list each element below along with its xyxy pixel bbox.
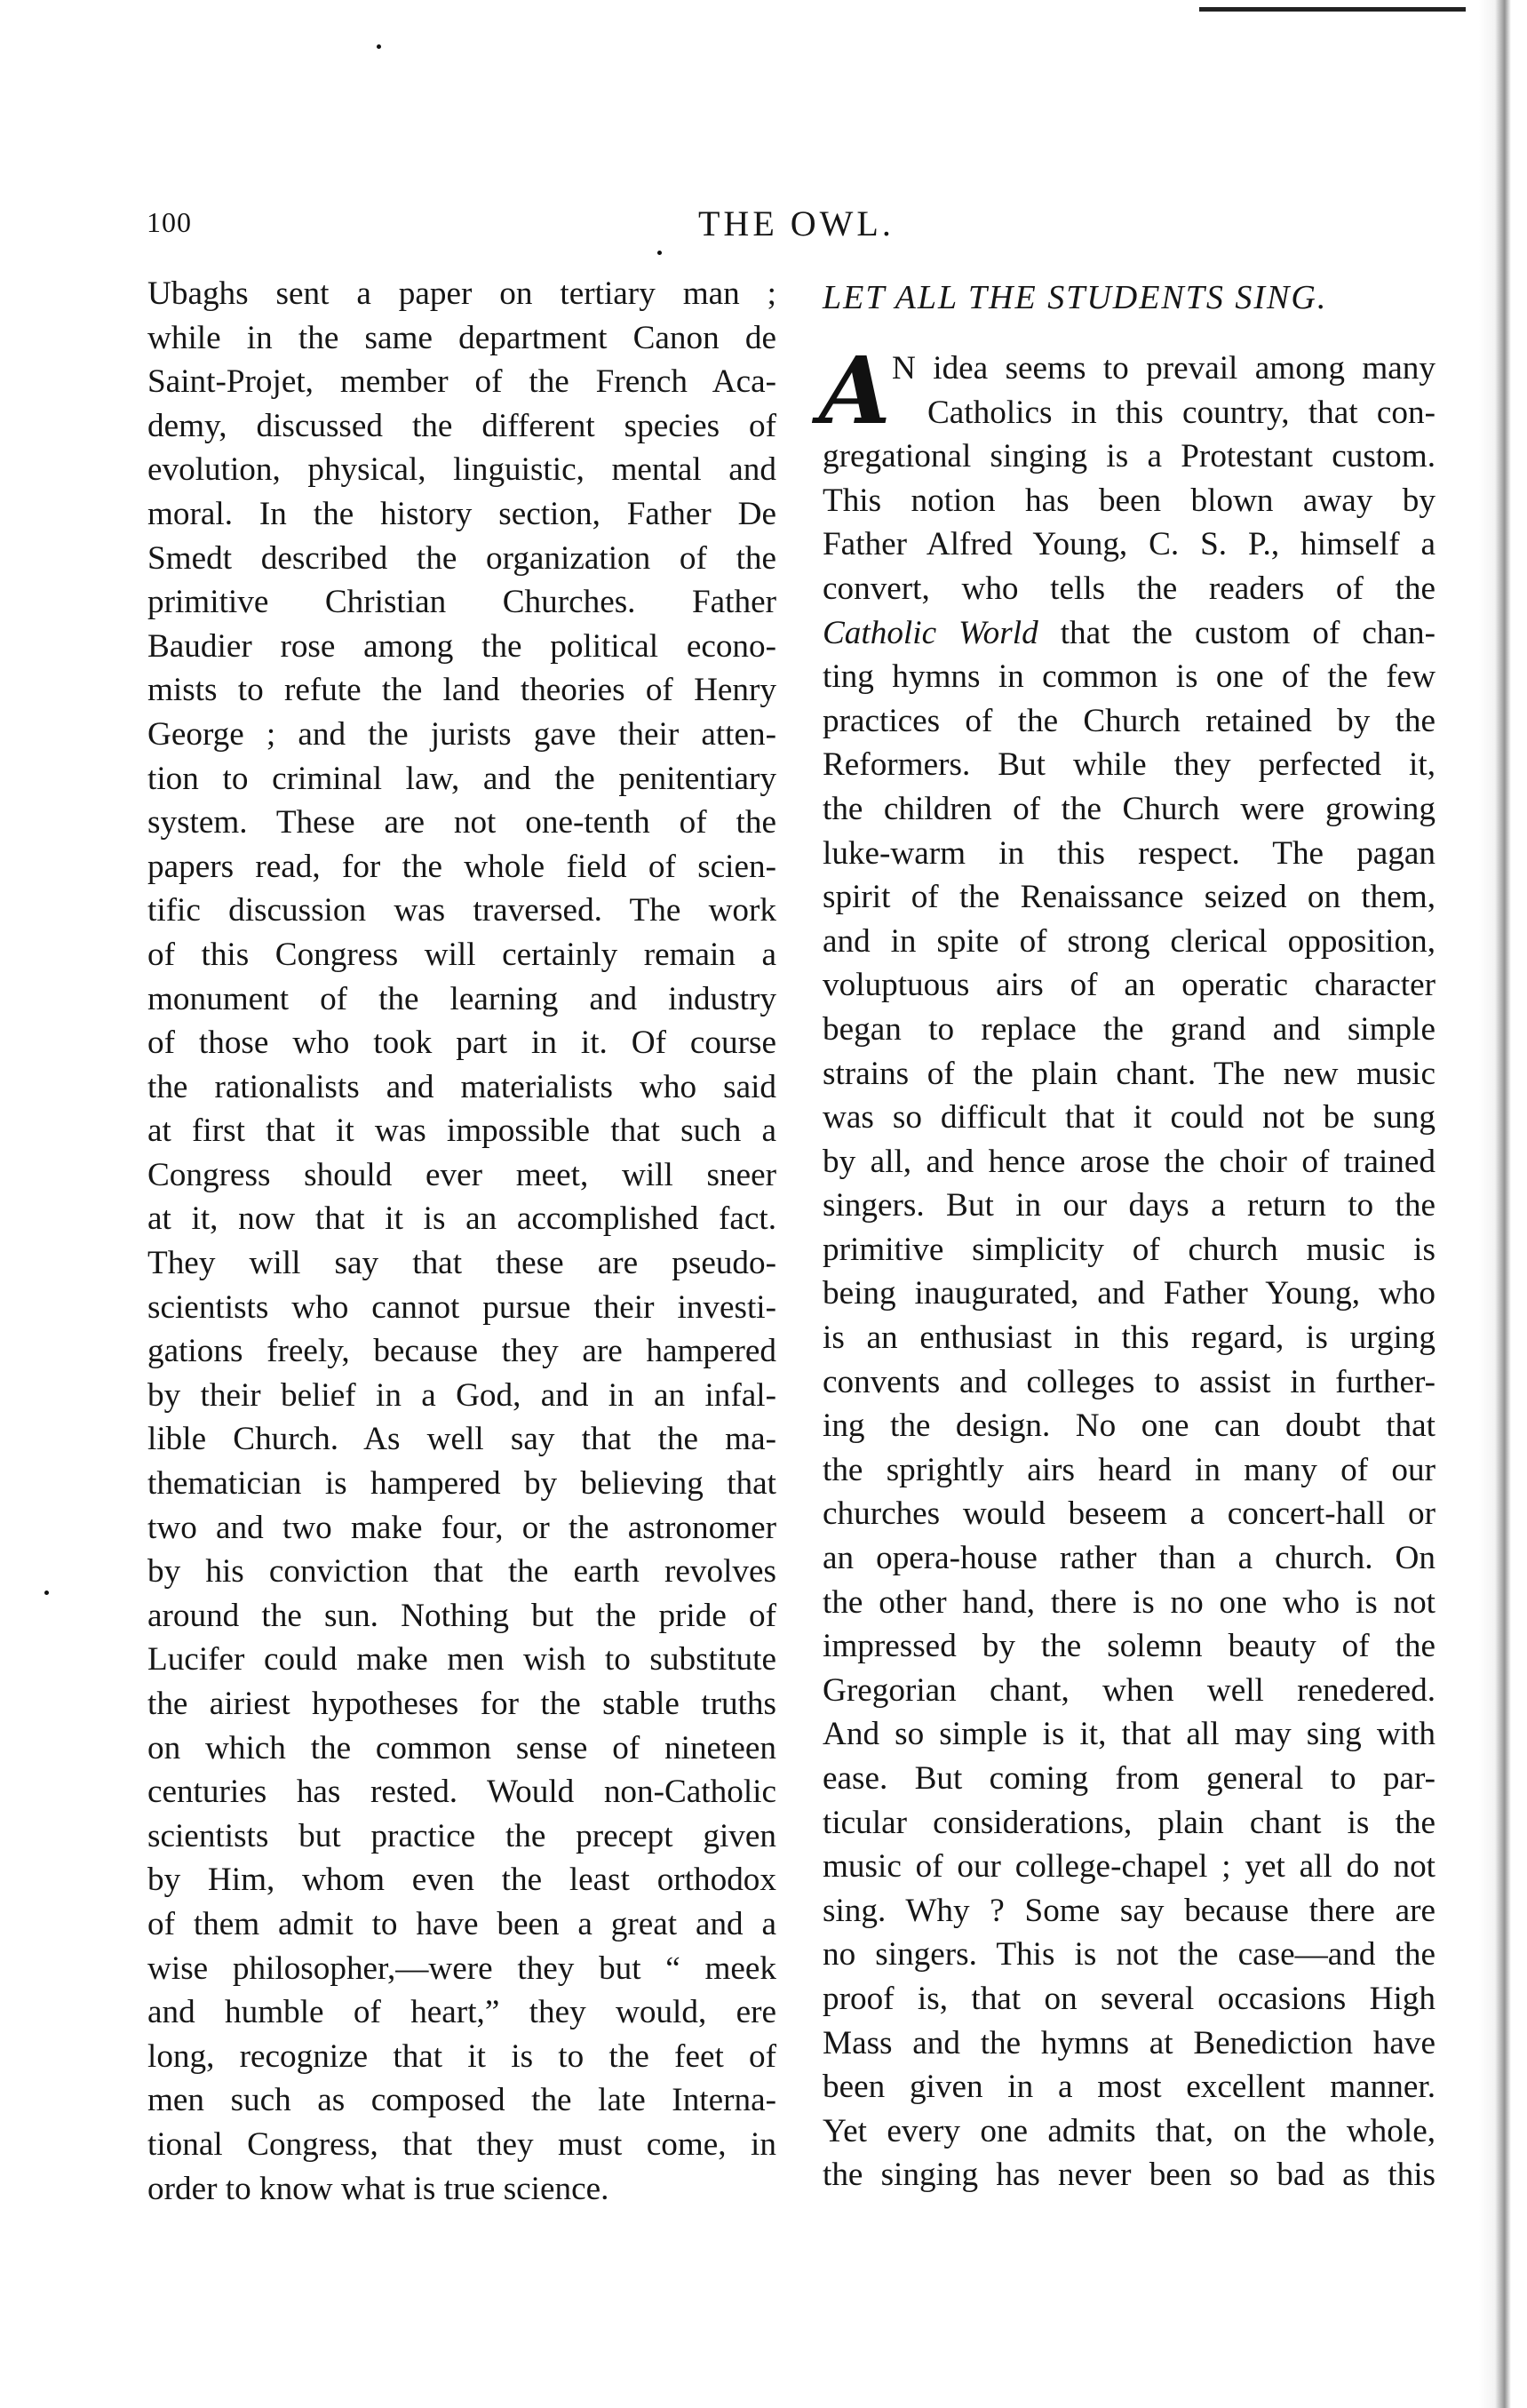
running-title: THE OWL. — [698, 203, 895, 243]
page-header — [0, 203, 1527, 256]
text-line: tional Congress, that they must come, in — [147, 2125, 776, 2163]
page-number: 100 — [147, 206, 192, 238]
text-line: This notion has been blown away by — [823, 482, 1436, 519]
text-line: strains of the plain chant. The new music — [823, 1055, 1436, 1092]
text-line: around the sun. Nothing but the pride of — [147, 1597, 776, 1634]
text-line: no singers. This is not the case—and the — [823, 1936, 1436, 1973]
page-edge-shadow — [1447, 0, 1527, 2408]
text-line: Gregorian chant, when well renedered. — [823, 1671, 1436, 1709]
text-line: centuries has rested. Would non-Catholic — [147, 1774, 776, 1811]
text-line: by their belief in a God, and in an infal- — [147, 1376, 776, 1414]
text-line: of them admit to have been a great and a — [147, 1905, 776, 1942]
article-title: LET ALL THE STUDENTS SING. — [823, 279, 1328, 316]
print-speck — [44, 1591, 49, 1595]
text-line: gations freely, because they are hampered — [147, 1333, 776, 1370]
text-line: two and two make four, or the astronomer — [147, 1509, 776, 1546]
text-line: the airiest hypotheses for the stable truths — [147, 1686, 776, 1722]
text-line: spirit of the Renaissance seized on them, — [823, 879, 1436, 916]
text-line: Catholics in this country, that con- — [927, 394, 1436, 431]
text-line: primitive simplicity of church music is — [823, 1231, 1436, 1268]
text-line: And so simple is it, that all may sing with — [823, 1716, 1436, 1753]
left-column — [147, 272, 776, 2211]
text-line: practices of the Church retained by the — [823, 702, 1436, 739]
text-line: tific discussion was traversed. The work — [147, 892, 776, 929]
text-line: ing the design. No one can doubt that — [823, 1407, 1436, 1445]
text-line: scientists but practice the precept given — [147, 1817, 776, 1854]
text-line: Lucifer could make men wish to substitute — [147, 1641, 776, 1678]
right-column — [819, 275, 1436, 2197]
text-line: is an enthusiast in this regard, is urging — [823, 1320, 1436, 1357]
text-line: N idea seems to prevail among many — [892, 350, 1436, 387]
text-line: being inaugurated, and Father Young, who — [823, 1275, 1436, 1312]
text-line: the other hand, there is no one who is not — [823, 1583, 1436, 1621]
text-line: the rationalists and materialists who said — [147, 1068, 776, 1105]
text-line: of this Congress will certainly remain a — [147, 936, 776, 973]
text-line: demy, discussed the different species of — [147, 407, 776, 444]
text-line: proof is, that on several occasions High — [823, 1980, 1436, 2017]
text-line: tion to criminal law, and the penitentiary — [147, 760, 776, 797]
text-line: on which the common sense of nineteen — [147, 1729, 776, 1766]
text-line: singers. But in our days a return to the — [823, 1187, 1436, 1224]
text-line: began to replace the grand and simple — [823, 1010, 1436, 1048]
text-line: system. These are not one-tenth of the — [147, 804, 776, 841]
text-line: moral. In the history section, Father De — [147, 495, 776, 532]
text-line: been given in a most excellent manner. — [823, 2069, 1436, 2106]
text-line: the singing has never been so bad as this — [823, 2157, 1436, 2194]
text-line: mists to refute the land theories of Henry — [147, 672, 776, 709]
opening-paragraph — [819, 336, 1436, 445]
text-line: sing. Why ? Some say because there are — [823, 1892, 1436, 1929]
text-line: convents and colleges to assist in further- — [823, 1363, 1436, 1400]
text-line: Saint-Projet, member of the French Aca- — [147, 363, 776, 401]
text-line: of those who took part in it. Of course — [147, 1025, 776, 1062]
text-line: evolution, physical, linguistic, mental and — [147, 451, 776, 489]
text-line: order to know what is true science. — [147, 2170, 609, 2207]
text-line: Father Alfred Young, C. S. P., himself a — [823, 526, 1436, 563]
text-line: long, recognize that it is to the feet of — [147, 2037, 776, 2075]
text-line: impressed by the solemn beauty of the — [823, 1628, 1436, 1665]
text-line: Baudier rose among the political econo- — [147, 627, 776, 665]
text-line: an opera-house rather than a church. On — [823, 1540, 1436, 1577]
text-line: ting hymns in common is one of the few — [823, 658, 1436, 696]
text-line: papers read, for the whole field of scien- — [147, 848, 776, 885]
text-line: the sprightly airs heard in many of our — [823, 1451, 1436, 1488]
text-line: by all, and hence arose the choir of trained — [823, 1143, 1436, 1180]
text-line: was so difficult that it could not be sung — [823, 1099, 1436, 1136]
text-line: by Him, whom even the least orthodox — [147, 1862, 776, 1899]
paragraph-body — [823, 435, 1436, 610]
text-line: by his conviction that the earth revolves — [147, 1553, 776, 1591]
text-line: George ; and the jurists gave their atten- — [147, 715, 776, 753]
print-speck — [377, 44, 381, 49]
text-line: convert, who tells the readers of the — [823, 570, 1436, 607]
text-line: men such as composed the late Interna- — [147, 2082, 776, 2119]
text-line: music of our college-chapel ; yet all do not — [823, 1848, 1436, 1886]
text-line: monument of the learning and industry — [147, 980, 776, 1017]
text-line: ticular considerations, plain chant is the — [823, 1804, 1436, 1841]
text-line: lible Church. As well say that the ma- — [147, 1421, 776, 1458]
text-line: Yet every one admits that, on the whole, — [823, 2112, 1436, 2149]
text-line: and humble of heart,” they would, ere — [147, 1994, 776, 2031]
text-line: while in the same department Canon de — [147, 319, 776, 356]
text-line: They will say that these are pseudo- — [147, 1245, 776, 1282]
text-fragment: that the custom of chan- — [1038, 614, 1436, 651]
text-line: wise philosopher,—were they but “ meek — [147, 1950, 776, 1987]
drop-cap: A — [819, 336, 891, 445]
text-line: Congress should ever meet, will sneer — [147, 1156, 776, 1193]
paragraph-body-continued — [823, 655, 1436, 2197]
text-line: luke-warm in this respect. The pagan — [823, 834, 1436, 872]
top-edge-rule — [1199, 7, 1466, 12]
text-line: the children of the Church were growing — [823, 790, 1436, 827]
text-line: Ubaghs sent a paper on tertiary man ; — [147, 275, 776, 312]
text-line: thematician is hampered by believing that — [147, 1465, 776, 1503]
text-line: at first that it was impossible that such a — [147, 1112, 776, 1150]
text-line: Reformers. But while they perfected it, — [823, 746, 1436, 784]
text-line: churches would beseem a concert-hall or — [823, 1495, 1436, 1533]
text-line: at it, now that it is an accomplished fact. — [147, 1200, 776, 1238]
text-line-with-italic — [823, 611, 1436, 656]
italic-title: Catholic World — [823, 614, 1038, 651]
text-line: and in spite of strong clerical opposition, — [823, 922, 1436, 960]
text-line: voluptuous airs of an operatic character — [823, 967, 1436, 1004]
text-line: primitive Christian Churches. Father — [147, 584, 776, 621]
text-line: ease. But coming from general to par- — [823, 1760, 1436, 1797]
text-line: Smedt described the organization of the — [147, 539, 776, 577]
text-line: Mass and the hymns at Benediction have — [823, 2024, 1436, 2061]
text-line: gregational singing is a Protestant custom. — [823, 438, 1436, 475]
text-line: scientists who cannot pursue their investi- — [147, 1288, 776, 1326]
